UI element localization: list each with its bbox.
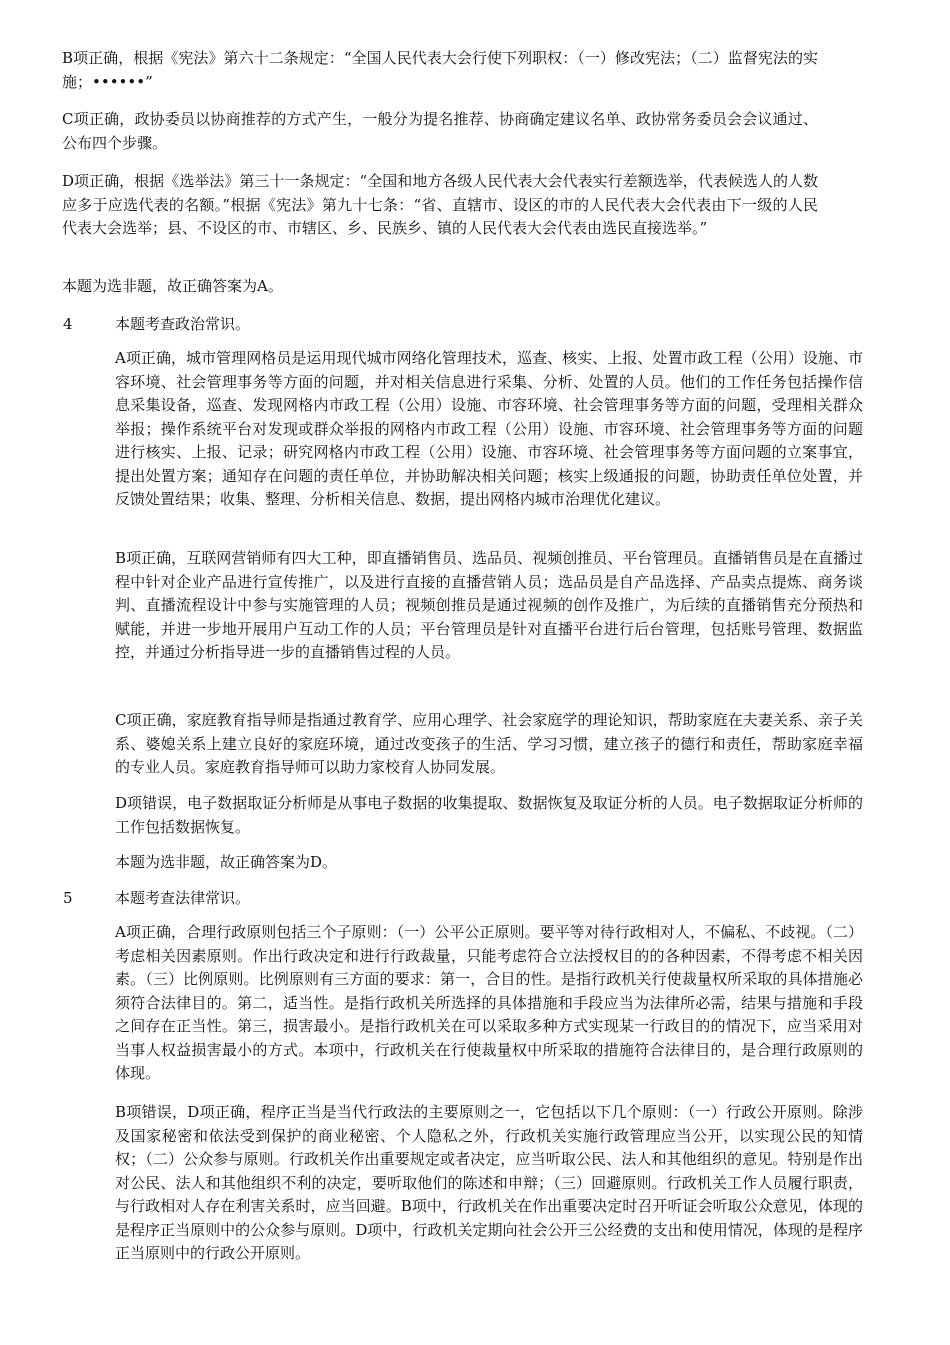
paragraph-answer-summary: 本题为选非题，故正确答案为A。: [62, 277, 283, 295]
paragraph-option-a-grid-worker: A项正确，城市管理网格员是运用现代城市网络化管理技术，巡查、核实、上报、处置市政工程（公用）设施、市容环境、社会管理事务等方面的问题，并对相关信息进行采集、分析、处置的人员。他们的工作任务包括操作信息采集设备，巡查、发现网格内市政工程（公用）设施、市容环境、社会管理事务等方面的问题，受理相关群众举报；操作系统平台对发现或群众举报的网格内市政工程（公用）设施、市容环境、社会管理事务等方面的问题进行核实、上报、记录；研究网格内市政工程（公用）设施、市容环境、社会管理事务等方面问题的立案事宜，提出处置方案；通知存在问题的责任单位，并协助解决相关问题；核实上级通报的问题，协助责任单位处置，并反馈处置结果；收集、整理、分析相关信息、数据，提出网格内城市治理优化建议。: [115, 349, 863, 508]
paragraph-option-c-family-educator: C项正确，家庭教育指导师是指通过教育学、应用心理学、社会家庭学的理论知识，帮助家庭在夫妻关系、亲子关系、婆媳关系上建立良好的家庭环境，通过改变孩子的生活、学习习惯，建立孩子的德行和责任，帮助家庭幸福的专业人员。家庭教育指导师可以助力家校育人协同发展。: [115, 711, 863, 776]
paragraph-option-d-election-law: D项正确，根据《选举法》第三十一条规定：“全国和地方各级人民代表大会代表实行差额选举，代表候选人的人数应多于应选代表的名额。”根据《宪法》第九十七条：“省、直辖市、设区的市的人民代表大会代表由下一级的人民代表大会选举；县、不设区的市、市辖区、乡、民族乡、镇的人民代表大会代表由选民直接选举。”: [62, 172, 818, 237]
question-number: 5: [63, 889, 73, 907]
question-topic: 本题考查法律常识。: [115, 889, 251, 907]
question-topic: 本题考查政治常识。: [115, 315, 251, 333]
paragraph-option-a-reasonable-administration: A项正确，合理行政原则包括三个子原则：（一）公平公正原则。要平等对待行政相对人，不偏私、不歧视。（二）考虑相关因素原则。作出行政决定和进行行政裁量，只能考虑符合立法授权目的的各种因素，不得考虑不相关因素。（三）比例原则。比例原则有三方面的要求：第一，合目的性。是指行政机关行使裁量权所采取的具体措施必须符合法律目的。第二，适当性。是指行政机关所选择的具体措施和手段应当为法律所必需，结果与措施和手段之间存在正当性。第三，损害最小。是指行政机关在可以采取多种方式实现某一行政目的的情况下，应当采用对当事人权益损害最小的方式。本项中，行政机关在行使裁量权中所采取的措施符合法律目的，是合理行政原则的体现。: [115, 923, 863, 1082]
paragraph-option-c-cppcc: C项正确，政协委员以协商推荐的方式产生，一般分为提名推荐、协商确定建议名单、政协常务委员会会议通过、公布四个步骤。: [62, 110, 818, 152]
paragraph-option-d-forensic-analyst: D项错误，电子数据取证分析师是从事电子数据的收集提取、数据恢复及取证分析的人员。电子数据取证分析师的工作包括数据恢复。: [115, 794, 863, 836]
paragraph-option-b-constitution: B项正确，根据《宪法》第六十二条规定：“全国人民代表大会行使下列职权：（一）修改宪法；（二）监督宪法的实施；••••••”: [62, 49, 818, 91]
question-number: 4: [63, 315, 73, 333]
paragraph-option-b-d-due-process: B项错误，D项正确，程序正当是当代行政法的主要原则之一，它包括以下几个原则：（一）行政公开原则。除涉及国家秘密和依法受到保护的商业秘密、个人隐私之外，行政机关实施行政管理应当公开，以实现公民的知情权；（二）公众参与原则。行政机关作出重要规定或者决定，应当听取公民、法人和其他组织的意见。特别是作出对公民、法人和其他组织不利的决定，要听取他们的陈述和申辩；（三）回避原则。行政机关工作人员履行职责，与行政相对人存在利害关系时，应当回避。B项中，行政机关在作出重要决定时召开听证会听取公众意见，体现的是程序正当原则中的公众参与原则。D项中，行政机关定期向社会公开三公经费的支出和使用情况，体现的是程序正当原则中的行政公开原则。: [115, 1103, 863, 1262]
paragraph-option-b-internet-marketer: B项正确，互联网营销师有四大工种，即直播销售员、选品员、视频创推员、平台管理员。直播销售员是在直播过程中针对企业产品进行宣传推广，以及进行直接的直播营销人员；选品员是自产品选择、产品卖点提炼、商务谈判、直播流程设计中参与实施管理的人员；视频创推员是通过视频的创作及推广，为后续的直播销售充分预热和赋能，并进一步地开展用户互动工作的人员；平台管理员是针对直播平台进行后台管理，包括账号管理、数据监控，并通过分析指导进一步的直播销售过程的人员。: [115, 549, 863, 661]
paragraph-answer-summary: 本题为选非题，故正确答案为D。: [115, 853, 338, 871]
